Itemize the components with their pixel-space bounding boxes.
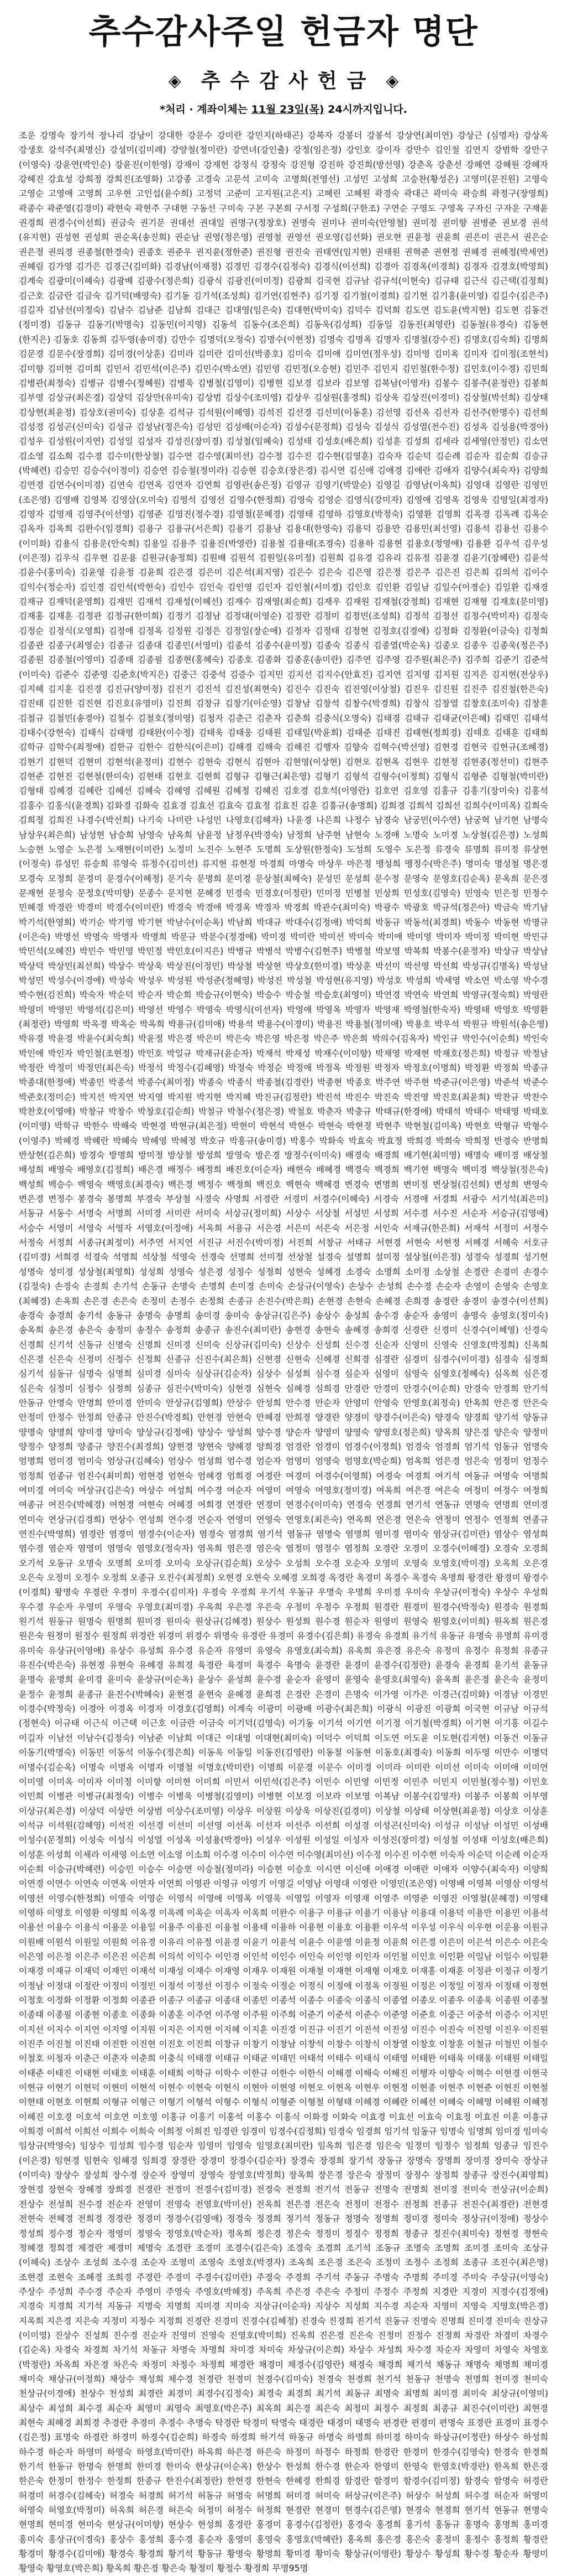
deadline-notice [0, 102, 567, 117]
donor-list-container [19, 128, 548, 2574]
notice-deadline-date: 11월 23일(목) [251, 103, 324, 116]
donor-names-list: 조운 강명숙 장기석 장나리 강낭이 강대한 강문수 강미란 강민지(하태곤) 강복자 강봉더 강봉석 강상연(최미연) 강상근 (심명자) 강상옥 강생호 강석주(최명신) 강성미(김미례) 강양철(정미란) 강연녀(강인출) 강정(임은정) 강인호 강이자 강만수 김인철 김연지 강범학 강만구(이영숙) 강윤연(박인순) 강윤진(이한영) 강재이 강재헌 강정식 강정숙 강진형 강진하 강진희(방선영) 강춘옥 강춘선 강혜연 강혜원 강혜자 강혜진 강효성 강희정 강희진(조영화) 고강종 고경숙 고문석 고미숙 고명희(전영선) 고성민 고성희 고승찬(황성은) 고영미(문진원) 고영숙 고영순 고영애 고영희 고우현 고인섭(윤수희) 고정덕 고준미 고지원(고은지) 고혜린 고혜원 곽경숙 곽대근 곽미숙 곽승희 곽정구(장영희) 곽종수 곽준영(김경미) 곽현숙 곽현주 구대현 구동선 구미숙 구본 구본희 구서정 구성희(구한조) 구연순 구영도 구영옥 구자신 구자운 구재윤 권경희 권경수(이선희) 권금숙 권기문 권대선 권대일 권명구(정창호) 권명숙 권미나 권미숙(안영철) 권미정 권미향 권병준 권보경 권석(유지현) 권성현 권성희 권순옥(송진희) 권순남 권영(정은영) 권영철 권영선 권오영(김선화) 권오현 권윤정 권윤희 권은미 권은서 권은순 권은정 권의경 권종철(한경숙) 권종호 권준우 권지윤(정한준) 권진형 권진숙 권태연(임지현) 권태원 권혁준 권현정 권혜경 권혜정(박세연) 권혜림 김가영 김가은 김경근(김미화) 김경남(이재정) 김경민 김경수(김정숙) 김경식(이선희) 김경아 김경옥(이경희) 김경자 김경호(박영희) 김계숙 김광미(이혜숙) 김광배 김광수(정은희) 김광식 김광진(이미정) 김광희 김국현 김규남 김규석(이현숙) 김규태 김근식 김근택(김정희) 김근호 김금란 김금숙 김기덕(배영숙) 김기동 김기석(조성희) 김기연(김현주) 김기정 김기철(이경희) 김기현 김기홍(윤미영) 김길수(김은주) 김길자 김남선(이정숙) 김남수 김남준 김남희 김대근 김대영(임은숙) 김대현(박미숙) 김덕수 김덕희 김도연 김도윤(박지현) 김도현 김동건(정미경) 김동규 김동기(박명숙) 김동민(이지영) 김동석 김동수(조은희) 김동욱(김성희) 김동일 김동진(최영란) 김동철(유경숙) 김동현(한지은) 김동호 김동희 김두영(송미경) 김만수 김명덕(오정숙) 김명수(이현정) 김명숙 김명옥 김명자 김명철(강수진) 김명호(김숙희) 김명희 김문경 김문수(장경희) 김미경(이상훈) 김미라 김미란 김미선(박종호) 김미숙 김미애 김미연(정우성) 김미영 김미옥 김미자 김미정(조현석) 김미향 김미현 김미희 김민서 김민석(이은주) 김민수(박소연) 김민영 김민정(오승현) 김민주 김민지 김민철(한수정) 김민호(이수경) 김민희 김병관(최정숙) 김병규 김병수(정혜원) 김병욱 김병철(김영미) 김병현 김보경 김보라 김보영 김복남(이영자) 김봉수 김봉주(윤정란) 김봉희 김부영 김상규(최은경) 김상덕 김상만(유미숙) 김상범 김상수(조미영) 김상우 김상원(홍경희) 김상욱 김상진(이경미) 김상철(박선희) 김상태 김상현(최윤정) 김상호(권미숙) 김상훈 김석규 김석원(이혜영) 김석진 김선경 김선미(이동훈) 김선영 김선옥 김선자 김선주(한명수) 김선희 김성경 김성곤(신미숙) 김성규 김성남(정은숙) 김성민 김성배(이순자) 김성수(문정희) 김성숙 김성식 김성열(전수진) 김성옥 김성용(박경아) 김성우 김성원(이지연) 김성일 김성자 김성진(장미경) 김성철(임혜숙) 김성태 김성호(배은희) 김성훈 김성희 김세라 김세영(안정민) 김소연 김소영 김소희 김수경 김수미(한상철) 김수연 김수영(최미선) 김수정 김수진 김수현(김영훈) 김숙자 김순덕 김순례 김순자 김순희 김승규(박혜련) 김승민 김승수(이정미) 김승연 김승철(정미라) 김승현 김승호(장은경) 김시연 김신애 김애경 김애란 김애자 김양수(최숙자) 김양희 김연경 김연수(이미경) 김연숙 김연옥 김연자 김연희 김영관(송은정) 김영규 김영기(박말순) 김영길 김영남(이옥희) 김영대 김영란 김영민(조은영) 김영배 김영복 김영삼(오미숙) 김영석 김영선 김영수(한정희) 김영숙 김영순 김영식(강미자) 김영애 김영옥 김영욱 김영일(최경자) 김영자 김영재 김영주(이선영) 김영준 김영진(정수경) 김영철(문혜경) 김영태 김영하 김영호(박정숙) 김영환 김영희 김옥경 김옥례 김옥순 김옥자 김옥희 김완수(임경희) 김용구 김용규(서은희) 김용기 김용남 김용대(한영숙) 김용덕 김용만 김용민(최선영) 김용석 김용선 김용수(이미화) 김용식 김용운(안숙희) 김용일 김용주 김용진(박영란) 김용철 김용태(조경숙) 김용하 김용현 김용호(정영애) 김용환 김우석 김우성(이은정) 김우식 김우현 김운용 김원규(송정희) 김원배 김원석 김원일(유미정) 김원희 김유경 김유리 김유정 김윤경 김윤기(장혜란) 김윤석 김윤수(홍미숙) 김윤영 김윤정 김윤희 김은경 김은미 김은석(최지영) 김은수 김은숙 김은영 김은정 김은주 김은진 김은희 김의석 김이수 김익수(정순자) 김인경 김인석(박현숙) 김인수 김인숙 김인영 김인자 김인철(서미경) 김인호 김인환 김일남 김일수(이경순) 김일환 김재경 김재규 김재덕(윤영희) 김재민 김재석 김재성(이혜선) 김재수 김재영(최순희) 김재우 김재원 김재철(강정희) 김재현 김재형 김재호(문미영) 김재홍 김재훈 김정관 김정규(한미희) 김정기 김정남 김정대(이영순) 김정란 김정미 김정민(조성희) 김정석 김정선 김정수(박미자) 김정숙 김정순 김정식(오영희) 김정애 김정옥 김정원 김정은 김정일(장순애) 김정자 김정태 김정현 김정호(김경애) 김정화 김정환(이금숙) 김정희 김종관 김종구(최영순) 김종규 김종대 김종민(서영미) 김종석 김종수(윤미정) 김종숙 김종식 김종열(박순옥) 김종오 김종우 김종욱(정은주) 김종원 김종철(이영미) 김종태 김종필 김종현(홍혜숙) 김종호 김종화 김종훈(송미란) 김주연 김주영 김주원(최은주) 김주희 김준기 김준석(이미숙) 김준수 김준영 김준호(박지은) 김중근 김중석 김증수 김지민 김지선 김지수(안효진) 김지연 김지영 김지원 김지은 김지현(전상우) 김지혜 김지훈 김진경 김진규(양미정) 김진기 김진석 김진성(최현숙) 김진수 김진숙 김진영(이상철) 김진우 김진원 김진주 김진철(한은숙) 김진태 김진한 김진현 김진호(유영미) 김진희 김창규 김창기(이순영) 김창남 김창석 김창수(박경희) 김창식 김창열 김창호(조미숙) 김창훈 김철규 김철민(송경아) 김철수 김철호(정미영) 김청자 김춘근 김춘자 김춘희 김충식(오명숙) 김태경 김태규 김태균(이은혜) 김태민 김태석 김태수(강현숙) 김태식 김태영 김태완(이수정) 김태욱 김태웅 김태원 김태일(박윤희) 김태준 김태진 김태현(정희경) 김태호 김태훈 김태희 김학규 김학수(최정애) 김한규 김한수 김한식(이은미) 김해경 김해숙 김해진 김행자 김향숙 김혁수(박선영) 김현경 김현국 김현규(조혜경) 김현기 김현덕 김현미 김현석(윤정미) 김현수 김현숙 김현식 김현아 김현영(이상현) 김현오 김현옥 김현우 김현정 김현종(정선미) 김현주 김현준 김현진 김현철(한미숙) 김현태 김현호 김현희 김형규 김형근(최은영) 김형기 김형석 김형수(이정희) 김형식 김형준 김형철(박미란) 김형태 김혜경 김혜란 김혜선 김혜숙 김혜영 김혜원 김혜정 김혜진 김호경 김호석(이영란) 김호연 김호영 김홍규 김홍기(장미숙) 김홍석 김홍수 김홍식(윤경희) 김화경 김화숙 김효경 김효선 김효숙 김효정 김효진 김훈 김흥규(송명희) 김희경 김희석 김희선 김희수(이미옥) 김희숙 김희정 김희진 나경수(박선희) 나기숙 나미란 나성민 나영호(김혜자) 나윤경 나은희 나정수 남경숙 남궁민(이수연) 남궁혁 남기현 남명숙 남상우(최은희) 남성현 남승희 남영숙 남옥희 남윤정 남정우(박경숙) 남정희 남주현 남현숙 노경애 노명숙 노미경 노상철(김은경) 노성희 노승현 노영순 노은정 노재현(이미란) 노정미 노진수 노현주 도명희 도상원(한정숙) 도성희 도영수 도은정 류경숙 류명희 류미정 류상현(이정숙) 류성민 류승희 류영숙 류정수(김미선) 류지현 류현정 마경희 마명숙 마상우 마은정 맹성희 맹정수(박은주) 명미숙 명성철 명은경 모경숙 모정희 문경미 문경수(이혜정) 문기숙 문명희 문미경 문상철(최혜숙) 문성민 문성희 문수정 문영숙 문영호(김순옥) 문옥희 문은경 문재현 문정숙 문정호(박미향) 문종수 문지현 문혜경 민경숙 민경호(이정란) 민미정 민병철 민상희 민성호(김영숙) 민영숙 민은정 민정수 민혜경 박경란 박경미 박경수(이미란) 박경숙 박경애 박경옥 박경자 박경희 박관수(최미숙) 박광수 박광호 박규석(정은아) 박금숙 박기남 박기석(한영희) 박기순 박기영 박기현 박남수(이순옥) 박남희 박대규 박대수(김정애) 박덕희 박동규 박동석(최경희) 박동수 박동현 박명규(이은숙) 박명선 박명숙 박명자 박명희 박문규 박문수(정경애) 박미경 박미란 박미선 박미숙 박미애 박미영 박미자 박미정 박미현 박민규 박민석(오혜진) 박민수 박민영 박민정 박민호(이지은) 박병규 박병석 박병수(김현주) 박병철 박보영 박복희 박봉수(윤정자) 박상규 박상남 박상덕 박상민(최선희) 박상수 박상욱 박상진(이정민) 박상철 박상현 박상호(한미경) 박상훈 박선미 박선영 박선희 박성규(김명옥) 박성남 박성민 박성수(이경애) 박성숙 박성우 박성원 박성준(정혜영) 박성진 박성철 박성현(유지영) 박성호 박성희 박세영 박소연 박소영 박수경 박수현(김진희) 박숙자 박순덕 박순자 박순희 박승규(이현숙) 박승수 박승철 박승호(최영미) 박연경 박연숙 박연희 박영규(정숙희) 박영란 박영미 박영민 박영석(김은미) 박영선 박영수 박영숙 박영식(이선자) 박영애 박영옥 박영자 박영재 박영철(한숙자) 박영태 박영호 박영환(최정란) 박영희 박옥경 박옥순 박옥희 박용규(김미애) 박용석 박용수(이경미) 박용진 박용철(정미애) 박용호 박우석 박원규 박원석(송은영) 박유경 박윤경 박윤수(최숙희) 박윤정 박은경 박은미 박은숙 박은영 박은정 박은주 박은희 박의수(김옥자) 박인규 박인수(이순희) 박인숙 박인애 박인자 박인철(조현정) 박인호 박일규 박재규(윤순자) 박재석 박재성 박재수(이미향) 박재영 박재현 박재호(정은희) 박정규 박정남 박정란 박정미 박정민(최은숙) 박정석 박정수(김혜영) 박정숙 박정순 박정애 박정옥 박정원 박정자 박정호(이명희) 박정환 박정희 박종규 박종대(한정애) 박종민 박종석 박종수(최미정) 박종숙 박종식 박종철(김경란) 박종현 박종호 박주연 박주현 박준규(이은영) 박준석 박준수 박준호(정미순) 박지선 박지연 박지영 박지원 박지현 박지혜 박진규(김정란) 박진석 박진수 박진숙 박진영 박진호(최윤희) 박찬규 박찬수 박찬호(이영애) 박창규 박창수 박창호(김순희) 박철규 박철수(정은경) 박철호 박춘자 박충규 박태규(한경애) 박태석 박태수 박태영 박태호(이미영) 박학규 박한수 박해숙 박현경 박현규(최은정) 박현미 박현석 박현수 박현숙 박현정 박현주 박현철(김미옥) 박현호 박형규 박형수(이영주) 박혜경 박혜란 박혜숙 박혜영 박혜정 박호규 박홍규(송미경) 박홍수 박화숙 박효숙 박효정 박희경 박희숙 박희정 반경숙 반명희 반상현(김은희) 방경숙 방명희 방미정 방상철 방성희 방영숙 방은경 방정수(이미숙) 배경숙 배경희 배기현(최미영) 배명숙 배미경 배상철 배성희 배영숙 배영호(김정희) 배은경 배정수 배정희 배진호(이순자) 배현숙 배혜경 백경숙 백경희 백기현 백명숙 백미경 백상철(정은숙) 백성희 백승수 백영숙 백영호(최경숙) 백은경 백정수 백정희 백진호 백현숙 백혜경 변경숙 변명희 변미정 변상철(김선희) 변성희 변영숙 변은경 변정수 봉경숙 봉명희 부경숙 부상철 사경숙 사명희 서경란 서경미 서경수(이혜숙) 서경숙 서경애 서경희 서광수 서기석(최은미) 서동규 서동수 서명숙 서명희 서미경 서미란 서미숙 서상규(정미희) 서상수 서상철 서성민 서성희 서수경 서수진 서순자 서승규(김영애) 서승수 서영미 서영숙 서영자 서영호(이정애) 서옥희 서용규 서은경 서은미 서은숙 서은정 서인숙 서재규(한은희) 서재석 서정미 서정수 서정숙 서정희 서종규(최정미) 서주연 서지연 서진규 서진수(박미정) 서진희 서창규 서태규 서현경 서현숙 서현정 서혜경 서혜숙 서호규(김미경) 서희경 석경숙 석명희 석상철 석영숙 선경숙 선명희 선미정 선상철 설경숙 설명희 설미정 설상철(이은정) 성경숙 성경희 성기현 성명숙 성미경 성상철(최영희) 성성희 성영숙 성은경 성정수 성정희 성현숙 성혜경 소경숙 소명희 소미정 소상철 손경란 손경미 손경수(김정숙) 손경숙 손경희 손기석 손동규 손명숙 손명희 손미경 손미숙 손상규(이영숙) 손상수 손성희 손수경 손순자 손영미 손영숙 손영호(최혜경) 손옥희 손은경 손은숙 손정미 손정수 손정희 손종규 손진수(박은희) 손현경 손현숙 손혜경 손희경 송경란 송경미 송경수(이선희) 송경숙 송경희 송기석 송동규 송명숙 송명희 송미경 송미숙 송상규(김은주) 송상수 송성희 송수경 송순자 송영미 송영숙 송영호(정미숙) 송옥희 송은경 송은숙 송정미 송정수 송정희 송종규 송진수(최미란) 송현경 송현숙 송혜경 송희경 신경란 신경미 신경수(이혜영) 신경숙 신경희 신기석 신동규 신명숙 신명희 신미경 신미숙 신상규(김미숙) 신상수 신성희 신수경 신순자 신영미 신영숙 신영호(박정희) 신옥희 신은경 신은숙 신정미 신정수 신정희 신종규 신진수(최은희) 신현경 신현숙 신혜경 신희경 심경란 심경미 심경수(이미경) 심경숙 심경희 심기석 심동규 심명숙 심명희 심미경 심미숙 심상규(김순자) 심상수 심성희 심수경 심순자 심영미 심영숙 심영호(정혜숙) 심옥희 심은경 심은숙 심정미 심정수 심정희 심종규 심진수(박미숙) 심현경 심현숙 심혜경 심희경 안경란 안경미 안경수(이순희) 안경숙 안경희 안기석 안동규 안명숙 안명희 안미경 안미숙 안상규(김영희) 안상수 안성희 안수경 안순자 안영미 안영숙 안영호(최정숙) 안옥희 안은경 안은숙 안정미 안정수 안정희 안종규 안진수(박경희) 안현경 안현숙 안혜경 안희경 양경란 양경미 양경수(이은숙) 양경숙 양경희 양기석 양동규 양명숙 양명희 양미경 양미숙 양상규(김정애) 양상수 양성희 양수경 양순자 양영미 양영숙 양영호(정은희) 양옥희 양은경 양은숙 양정미 양정수 양정희 양종규 양진수(최경희) 양현경 양현숙 양혜경 양희경 엄경란 엄경미 엄경수(이정희) 엄경숙 엄경희 엄기석 엄동규 엄명숙 엄명희 엄미경 엄미숙 엄상규(김혜숙) 엄상수 엄성희 엄수경 엄순자 엄영미 엄영숙 엄영호(박순희) 엄옥희 엄은경 엄은숙 엄정미 엄정수 엄정희 엄종규 엄진수(최미희) 엄현경 엄현숙 엄혜경 엄희경 여경란 여경미 여경수(이영희) 여경숙 여경희 여기석 여동규 여명숙 여명희 여미경 여미숙 여상규(김은숙) 여상수 여성희 여수경 여순자 여영미 여영숙 여영호(정미경) 여옥희 여은경 여은숙 여정미 여정수 여정희 여종규 여진수(박혜경) 여현경 여현숙 여혜경 여희경 연경란 연경미 연경수(이미숙) 연경숙 연경희 연기석 연동규 연명숙 연명희 연미경 연미숙 연상규(김경희) 연상수 연성희 연수경 연순자 연영미 연영숙 연영호(최은숙) 연옥희 연은경 연은숙 연정미 연정수 연정희 연종규 연진수(박영희) 염경란 염경미 염경수(이순자) 염경숙 염경희 염기석 염동규 염명숙 염명희 염미경 염미숙 염상규(김미란) 염상수 염성희 염수경 염순자 염영미 염영숙 염영호(정숙자) 염옥희 염은경 염은숙 염정미 염정수 염정희 오경란 오경미 오경수(이혜경) 오경숙 오경희 오기석 오동규 오명숙 오명희 오미경 오미숙 오상규(김순희) 오상수 오성희 오수경 오순자 오영미 오영숙 오영호(박미경) 오옥희 오은경 오은숙 오정미 오정수 오정희 오종규 오진수(최정희) 오현경 오현숙 오혜경 오희경 옥경란 옥경미 옥경수 옥경숙 옥명희 왕경란 왕경미 왕경수(이경희) 왕명숙 우경란 우경미 우경수(김미자) 우경숙 우경희 우기석 우동규 우명숙 우명희 우미경 우미숙 우상규(이정숙) 우상수 우성희 우수경 우순자 우영미 우영숙 우영호(최미경) 우옥희 우은경 우은숙 우정미 우정수 우정희 원경란 원경미 원경수(박정숙) 원경숙 원경희 원기석 원동규 원명숙 원명희 원미경 원미숙 원상규(김혜경) 원상수 원성희 원수경 원순자 원영미 원영숙 원영호(이미희) 원옥희 원은경 원은숙 원정미 원정수 원정희 위경란 위경미 위경수 위명숙 유경란 유경미 유경수(김은희) 유경숙 유경희 유기석 유동규 유명숙 유명희 유미경 유미숙 유상규(이영애) 유상수 유성희 유수경 유순자 유영미 유영숙 유영호(최숙희) 유옥희 유은경 유은숙 유정미 유정수 유정희 유종규 유진수(박은숙) 유현경 유현숙 유혜경 유희경 육경란 육경미 육경수 육명숙 윤경란 윤경미 윤경수(김정란) 윤경숙 윤경희 윤기석 윤동규 윤명숙 윤명희 윤미경 윤미숙 윤상규(이순옥) 윤상수 윤성희 윤수경 윤순자 윤영미 윤영숙 윤영호(최영숙) 윤옥희 윤은경 윤은숙 윤정미 윤정수 윤정희 윤종규 윤진수(박혜숙) 윤현경 윤현숙 윤혜경 윤희경 은경란 은경미 은명숙 이가영 이가은 이경근(김미화) 이경남 이경민 이경수(박정숙) 이경아 이경옥 이경자 이경호(김영희) 이계숙 이광미 이광배 이광수(최은희) 이광식 이광진 이광희 이국현 이규남 이규석(정현숙) 이규태 이근식 이근택 이근호 이금란 이금숙 이기덕(김영숙) 이기동 이기석 이기연 이기정 이기철(박경희) 이기현 이기홍 이길수 이길자 이남선 이남수(김정숙) 이남준 이남희 이대근 이대영 이대현(최미숙) 이덕수 이덕희 이도연 이도윤 이도현(김지현) 이동건 이동규 이동기(박명숙) 이동민 이동석 이동수(정은희) 이동욱 이동일 이동진(김영란) 이동철 이동현 이동호(최경숙) 이동희 이두영 이만수 이명덕 이명수(김순옥) 이명숙 이명옥 이명자 이명철 이명호(박미란) 이명희 이문경 이문수 이미경 이미라 이미란 이미선 이미숙 이미애 이미연 이미영 이미옥 이미자 이미정 이미향 이미현 이미희 이민서 이민석(김은주) 이민수 이민영 이민정 이민주 이민지 이민철(정수정) 이민호 이민희 이병관 이병규(최정숙) 이병수 이병욱 이병철(김영미) 이병현 이보경 이보라 이보영 이복남 이봉수(김영자) 이봉주 이봉희 이부영 이상규(최은경) 이상덕 이상만 이상범 이상수(조미영) 이상우 이상원 이상욱 이상진(김경미) 이상철 이상태 이상현(최윤정) 이상호 이상훈 이석규 이석원(김혜영) 이석진 이선경 이선미 이선영 이선옥 이선자 이선주 이선희 이성경 이성곤(신미숙) 이성규 이성남 이성민 이성배 이성수(문정희) 이성숙 이성식 이성열 이성옥 이성용(박경아) 이성우 이성원 이성일 이성자 이성진(장미경) 이성철 이성태 이성호(배은희) 이성훈 이성희 이세라 이세영 이소연 이소영 이소희 이수경 이수미 이수연 이수영(최미선) 이수정 이수진 이수현 이숙자 이순덕 이순례 이순자 이순희 이승규(박혜련) 이승민 이승수 이승연 이승철(정미라) 이승현 이승호 이시연 이신애 이애경 이애란 이애자 이양수(최숙자) 이양희 이연경 이연수 이연숙 이연옥 이연자 이연희 이영관 이영규 이영기 이영길 이영남 이영대 이영란 이영민(조은영) 이영배 이영복 이영삼 이영석 이영선 이영수(한정희) 이영숙 이영순 이영식 이영애 이영옥 이영욱 이영일 이영자 이영재 이영주 이영준 이영진 이영철(문혜경) 이영태 이영하 이영호 이영환 이영희 이옥경 이옥례 이옥순 이옥자 이옥희 이완수 이용구 이용규 이용기 이용남 이용대 이용덕 이용만 이용민 이용석 이용선 이용수 이용식 이용운 이용일 이용주 이용진 이용철 이용태 이용하 이용현 이용호 이용환 이우석 이우성 이우식 이우현 이운용 이원규 이원배 이원석 이원일 이원희 이유경 이유리 이유정 이윤경 이윤기 이윤석 이윤수 이윤영 이윤정 이윤희 이은경 이은미 이은석 이은수 이은숙 이은영 이은정 이은주 이은진 이은희 이의석 이익수 이인경 이인석 이인수 이인숙 이인영 이인자 이인철 이인호 이인환 이일남 이일수 이일환 이재경 이재규 이재덕 이재민 이재석 이재성 이재수 이재영 이재우 이재원 이재철 이재현 이재형 이재호 이재홍 이재훈 이정관 이정규 이정기 이정남 이정대 이정란 이정미 이정민 이정석 이정선 이정수 이정숙 이정순 이정식 이정애 이정옥 이정원 이정은 이정일 이정자 이정태 이정현 이정호 이정화 이정환 이정희 이종관 이종구 이종규 이종대 이종민 이종석 이종수 이종숙 이종식 이종열 이종오 이종우 이종욱 이종원 이종철 이종태 이종필 이종현 이종호 이종화 이종훈 이주연 이주영 이주원 이주희 이준기 이준석 이준수 이준영 이준호 이중근 이중석 이증수 이지민 이지선 이지수 이지연 이지영 이지원 이지은 이지현 이지혜 이지훈 이진경 이진규 이진기 이진석 이진성 이진수 이진숙 이진영 이진우 이진원 이진주 이진철 이진태 이진한 이진현 이진호 이진희 이창규 이창기 이창남 이창석 이창수 이창식 이창열 이창호 이창훈 이철규 이철민 이철수 이철호 이청자 이춘근 이춘자 이춘희 이충식 이태경 이태규 이태균 이태민 이태석 이태수 이태식 이태영 이태완 이태욱 이태웅 이태원 이태일 이태준 이태진 이태현 이태호 이태훈 이태희 이학규 이학수 이한규 이한수 이한식 이해경 이해숙 이해진 이행자 이향숙 이혁수 이현경 이현국 이현규 이현기 이현덕 이현미 이현석 이현수 이현숙 이현식 이현아 이현영 이현오 이현옥 이현우 이현정 이현종 이현주 이현준 이현진 이현철 이현태 이현호 이현희 이형규 이형근 이형기 이형석 이형수 이형식 이형준 이형철 이형태 이혜경 이혜란 이혜선 이혜숙 이혜영 이혜원 이혜정 이혜진 이호경 이호석 이호연 이호영 이홍규 이홍기 이홍석 이홍수 이홍식 이화경 이화숙 이효경 이효선 이효숙 이효정 이효진 이훈 이흥규 이희경 이희석 이희선 이희수 이희숙 이희정 이희진 임경란 임경미 임경수(김정희) 임경숙 임경희 임기석 임동규 임명숙 임명희 임미경 임미숙 임상규(박영숙) 임상수 임성희 임수경 임순자 임영미 임영숙 임영호(최미란) 임옥희 임은경 임은숙 임정미 임정수 임정희 임종규 임진수(이은경) 임현경 임현숙 임혜경 임희경 장경란 장경미 장경수(김순자) 장경숙 장경희 장기석 장동규 장명숙 장명희 장미경 장미숙 장상규(이미숙) 장상수 장성희 장수경 장순자 장영미 장영숙 장영호(박정희) 장옥희 장은경 장은숙 장정미 장정수 장정희 장종규 장진수(최영희) 장현경 장현숙 장혜경 장희경 전경란 전경미 전경수(김미경) 전경숙 전경희 전기석 전동규 전명숙 전명희 전미경 전미숙 전상규(이순희) 전상수 전성희 전수경 전순자 전영미 전영숙 전영호(박미선) 전옥희 전은경 전은숙 전정미 전정수 전정희 전종규 전진수(최경란) 전현경 전현숙 전혜경 전희경 정경란 정경미 정경수(김영애) 정경숙 정경희 정기석 정동규 정명숙 정명희 정미경 정미숙 정상규(이정애) 정상수 정성희 정수경 정순자 정영미 정영숙 정영호(박순자) 정옥희 정은경 정은숙 정정미 정정수 정정희 정종규 정진수(최미숙) 정현경 정현숙 정혜경 정희경 제경란 제경미 제명숙 조경란 조경미 조경수(김은숙) 조경숙 조경희 조기석 조동규 조명숙 조명희 조미경 조미숙 조상규(이혜숙) 조상수 조성희 조수경 조순자 조영미 조영숙 조영호(박경자) 조옥희 조은경 조은숙 조정미 조정수 조정희 조종규 조진수(최은영) 조현경 조현숙 조혜경 조희경 주경란 주경미 주경수(김미란) 주경숙 주경희 주기석 주동규 주명숙 주명희 주미경 주미숙 주상규(이영숙) 주상수 주성희 주수경 주순자 주영미 주영숙 주영호(박혜정) 주옥희 주은경 주은숙 주정미 주정수 주정희 지경란 지경미 지경수(김정애) 지경숙 지경희 지기석 지동규 지명숙 지명희 지미경 지미숙 지상규(이순자) 지상수 지성희 지수경 지순자 지영미 지영숙 지영호(박은경) 지옥희 지은경 지은숙 지정미 지정수 지정희 진경란 진경미 진경수(김혜정) 진경숙 진경희 진기석 진동규 진명숙 진명희 진미경 진미숙 진상규(이미영) 진상수 진성희 진수경 진순자 진영미 진영숙 진영호(박미희) 진옥희 진은경 진은숙 진정미 진정수 진정희 차경란 차경미 차경수(김순옥) 차경숙 차경희 차기석 차동규 차명숙 차명희 차미경 차미숙 차상규(이은희) 차상수 차성희 차수경 차순자 차영미 차영숙 차영호(박정란) 차옥희 차은경 차은숙 차정미 차정수 차정희 채경란 채경미 채경수(김영란) 채경숙 채경희 채기석 채동규 채명숙 채명희 채미경 채미숙 채상규(이정희) 채상수 채성희 채수경 천경란 천경미 천경수(김미숙) 천경숙 천경희 천기석 천동규 천명숙 천명희 천미경 천미숙 천상규(이경애) 천상수 천성희 최경란 최경미 최경수(김정숙) 최경숙 최경희 최기석 최동규 최명숙 최명희 최미경 최미숙 최상규(이영미) 최상수 최성희 최수경 최순자 최영미 최영숙 최영호(박은주) 최옥희 최은경 최은숙 최정미 최정수 최정희 최종규 최진수(이미란) 최현경 최현숙 최혜경 최희경 추경란 추경미 추경수 추명숙 탁경란 탁경미 탁명숙 태경란 태경미 태명숙 편경란 편경미 편명숙 표경란 표경미 표경수(김은정) 표명숙 하경란 하경미 하경수(김순희) 하경숙 하경희 하기석 하동규 하명숙 하명희 하미경 하미숙 하상규(이정란) 하상수 하성희 하수경 하순자 하영미 하영숙 하영호(박미란) 하옥희 하은경 하은숙 하정미 하정수 하정희 한경란 한경미 한경수(김영숙) 한경숙 한경희 한기석 한동규 한명숙 한명희 한미경 한미숙 한상규(이순옥) 한상수 한성희 한수경 한순자 한영미 한영숙 한영호(박경란) 한옥희 한은경 한은숙 한정미 한정수 한정희 한종규 한진수(최정란) 한현경 한현숙 한혜경 한희경 함경란 함경미 함경수(김미정) 함경숙 함명숙 허경란 허경미 허경수(김혜숙) 허경숙 허경희 허기석 허동규 허명숙 허명희 허미경 허미숙 허상규(이은주) 허상수 허성희 허수경 허순자 허영미 허영숙 허영호(박정미) 허옥희 허은경 허은숙 허정미 허정수 허정희 현경란 현경미 현경수(김은영) 현경숙 현경희 현기석 현동규 현명숙 현명희 현미경 현미숙 현상규(이미향) 현상수 현성희 홍경란 홍경미 홍경수(김정란) 홍경숙 홍경희 홍기석 홍동규 홍명숙 홍명희 홍미경 홍미숙 홍상규(이경숙) 홍상수 홍성희 홍수경 홍순자 홍영미 홍영숙 홍영호(박혜란) 홍옥희 홍은경 홍은숙 홍정미 홍정수 홍정희 황경란 황경미 황경수(김미애) 황경숙 황경희 황기석 황동규 황명숙 황명희 황미경 황미숙 황상규(이영란) 황상수 황성희 황수경 황순자 황영미 황영숙 황영호(박은희) 황옥희 황은경 황은숙 황정미 황정수 황정희 무명95명 [19, 131, 548, 2574]
diamond-ornament-icon: ◈ [386, 71, 399, 91]
notice-suffix: 24시까지입니다. [324, 103, 407, 116]
section-heading-text: 추수감사헌금 [201, 70, 376, 92]
section-heading [0, 65, 567, 96]
notice-prefix: *처리 · 계좌이체는 [160, 103, 251, 116]
document-title: 추수감사주일 헌금자 명단 [88, 13, 479, 51]
diamond-ornament-icon: ◈ [168, 71, 181, 91]
